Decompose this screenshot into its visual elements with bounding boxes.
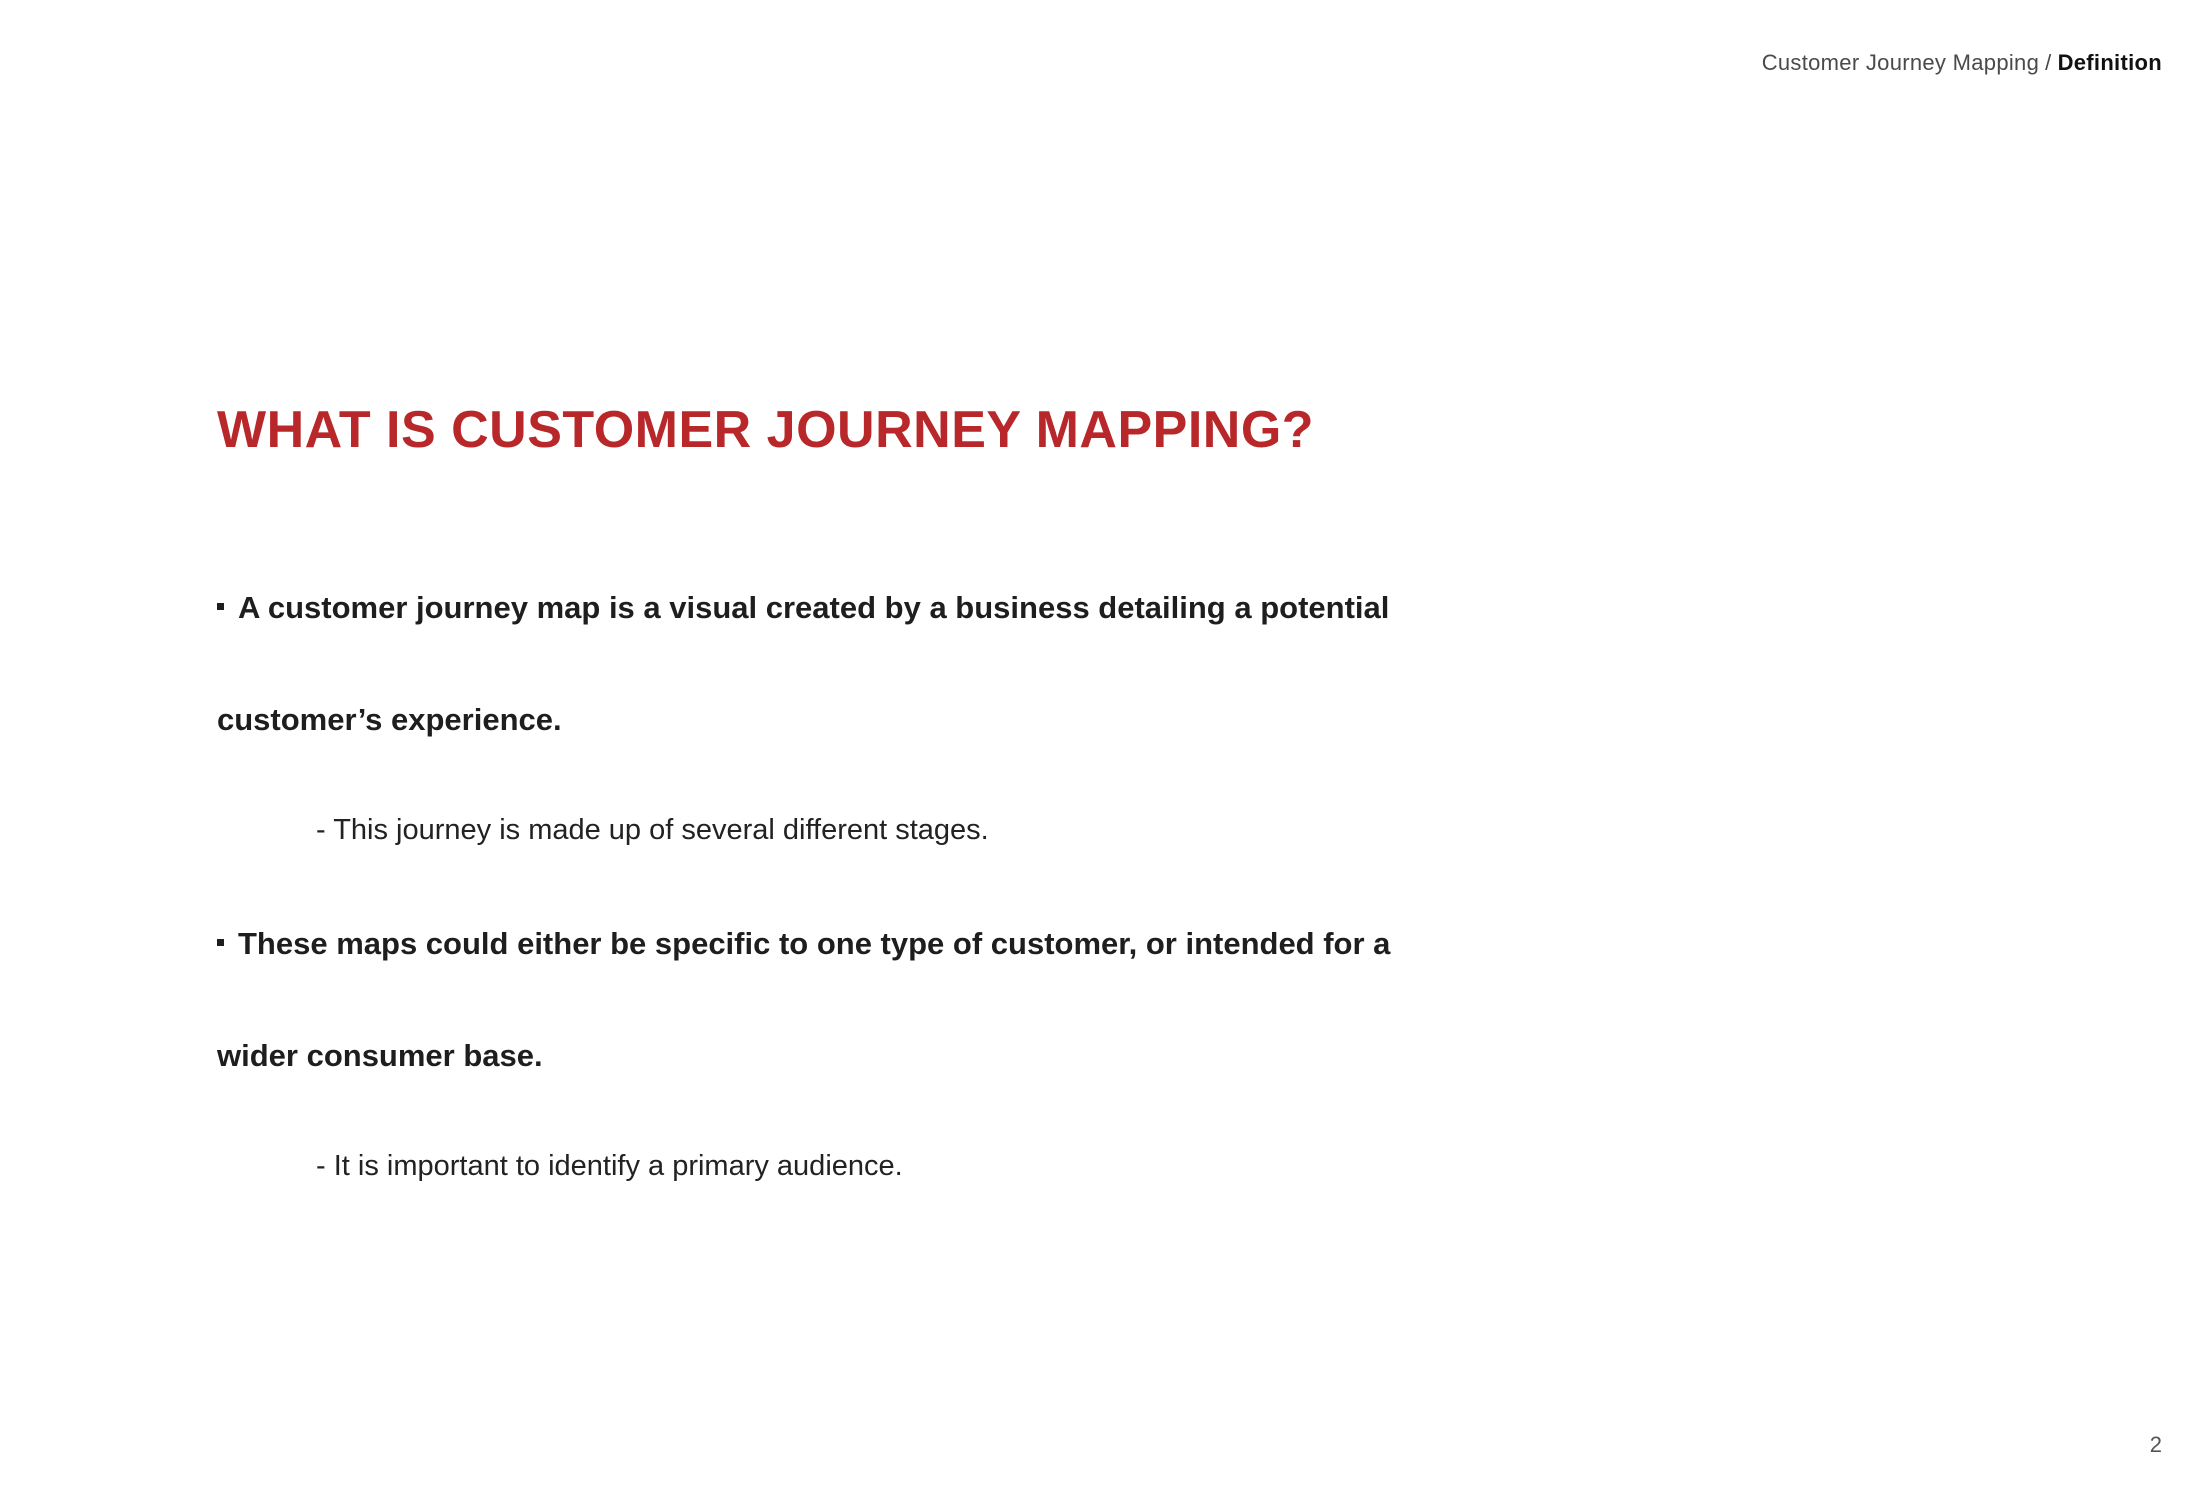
- bullet-item-1-text: A customer journey map is a visual created by a business detailing a potential: [238, 590, 1390, 625]
- page-number: 2: [2149, 1432, 2162, 1457]
- breadcrumb-current: Definition: [2057, 50, 2162, 75]
- bullet-item-2-line-2: wider consumer base.: [217, 1038, 543, 1073]
- bullet-square-icon: [217, 939, 224, 946]
- bullet-item-2-text: These maps could either be specific to one type of customer, or intended for a: [238, 926, 1391, 961]
- bullet-item-2-subpoint: - It is important to identify a primary audience.: [316, 1150, 903, 1182]
- bullet-item-1-subpoint: - This journey is made up of several different stages.: [316, 814, 989, 846]
- page-title: WHAT IS CUSTOMER JOURNEY MAPPING?: [217, 401, 1315, 459]
- breadcrumb: [1762, 50, 2162, 76]
- bullet-square-icon: [217, 603, 224, 610]
- bullet-item-1-line-1: [217, 590, 1389, 626]
- breadcrumb-section: Customer Journey Mapping: [1761, 50, 2040, 75]
- bullet-item-1-line-2: customer’s experience.: [217, 702, 562, 737]
- bullet-item-2-line-1: [217, 926, 1390, 962]
- breadcrumb-separator: /: [2045, 50, 2052, 75]
